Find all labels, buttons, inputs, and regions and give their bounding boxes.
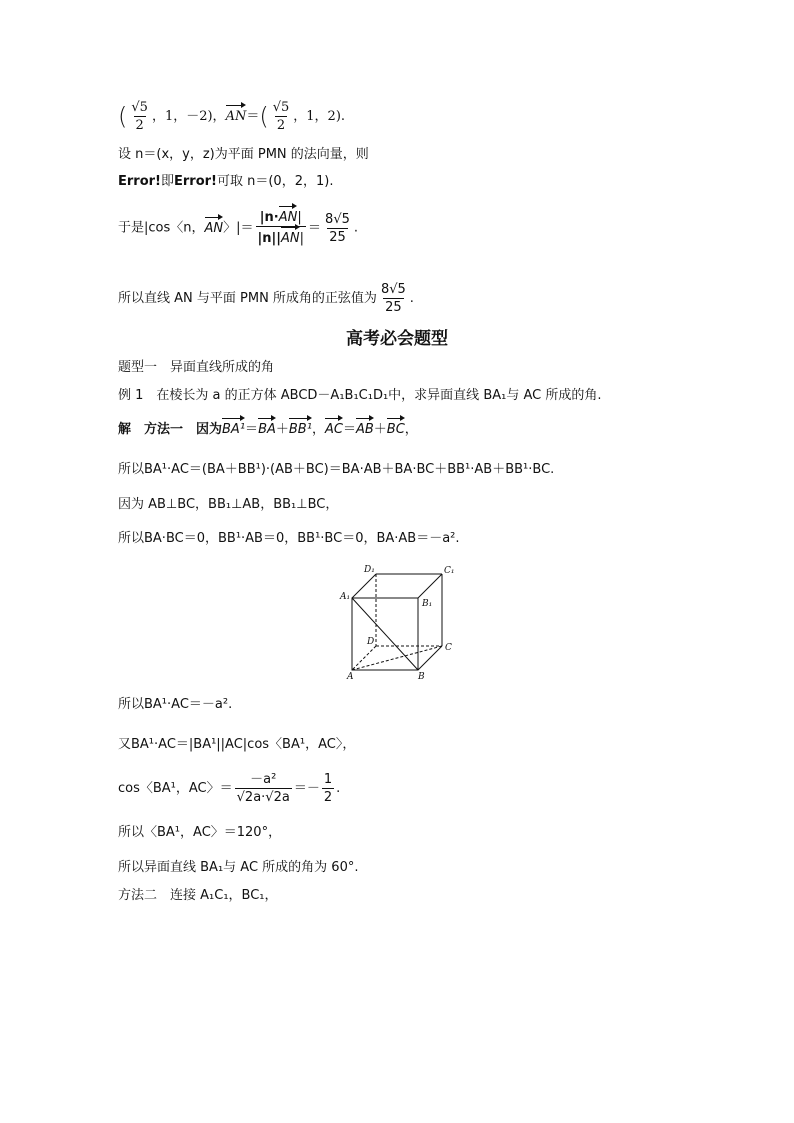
example1-text: 例 1 在棱长为 a 的正方体 ABCD－A₁B₁C₁D₁中，求异面直线 BA₁与 AC 所成的角. xyxy=(118,388,602,403)
section-title: 高考必会题型 xyxy=(346,329,448,349)
label-d1: D₁ xyxy=(364,565,375,575)
label-b: B xyxy=(418,672,425,682)
normal-vector-line: 设 n＝(x，y，z)为平面 PMN 的法向量，则 xyxy=(118,147,369,162)
solution-line-4: 所以BA·BC＝0，BB¹·AB＝0，BB¹·BC＝0，BA·AB＝－a². xyxy=(118,531,460,546)
solution-line-9: 所以异面直线 BA₁与 AC 所成的角为 60°. xyxy=(118,860,359,875)
type1-heading: 题型一 异面直线所成的角 xyxy=(118,360,275,375)
sine-value-line: 所以直线 AN 与平面 PMN 所成角的正弦值为 $\frac{8√5}{25}$ . xyxy=(118,282,414,315)
vector-coordinates-line: ( $\frac{√5}{2}$ ，1，－2)，AN＝( $\frac{√5}{2}$ ，1，2). xyxy=(118,100,346,133)
cos-formula-line: 于是|cos〈n，AN〉|＝ $\frac{|n\cdot AN|}{|n||AN|}$ ＝ $\frac{8√5}{25}$ . xyxy=(118,210,359,246)
solution-line-7: cos〈BA¹，AC〉＝ $\frac{\text{－a²}}{√2a\cdot√2a}$ ＝－ $\frac{1}{2}$ . xyxy=(118,772,341,805)
solution-line-8: 所以〈BA¹，AC〉＝120°， xyxy=(118,825,282,840)
solution-line-3: 因为 AB⊥BC，BB₁⊥AB，BB₁⊥BC， xyxy=(118,497,339,512)
label-a1: A₁ xyxy=(340,592,351,602)
solution-line-1: 解 方法一 因为BA¹＝BA＋BB¹，AC＝AB＋BC， xyxy=(118,422,418,437)
error-line: Error!即Error!可取 n＝(0，2，1). xyxy=(118,174,334,189)
solution-line-5: 所以BA¹·AC＝－a². xyxy=(118,697,233,712)
label-c: C xyxy=(445,643,452,653)
label-b1: B₁ xyxy=(422,599,433,609)
cube-figure xyxy=(336,562,466,682)
diagonal-a1b xyxy=(352,598,418,670)
solution-line-6: 又BA¹·AC＝|BA¹||AC|cos〈BA¹，AC〉， xyxy=(118,737,356,752)
label-d: D xyxy=(367,637,375,647)
label-c1: C₁ xyxy=(444,566,455,576)
edge-c1b1 xyxy=(418,574,442,598)
hidden-diagonal-ac xyxy=(352,646,442,670)
edge-d1a1 xyxy=(352,574,376,598)
solution-line-2: 所以BA¹·AC＝(BA＋BB¹)·(AB＋BC)＝BA·AB＋BA·BC＋BB¹·AB＋BB¹·BC. xyxy=(118,462,555,477)
solution-line-10: 方法二 连接 A₁C₁，BC₁， xyxy=(118,888,278,903)
label-a: A xyxy=(347,672,354,682)
